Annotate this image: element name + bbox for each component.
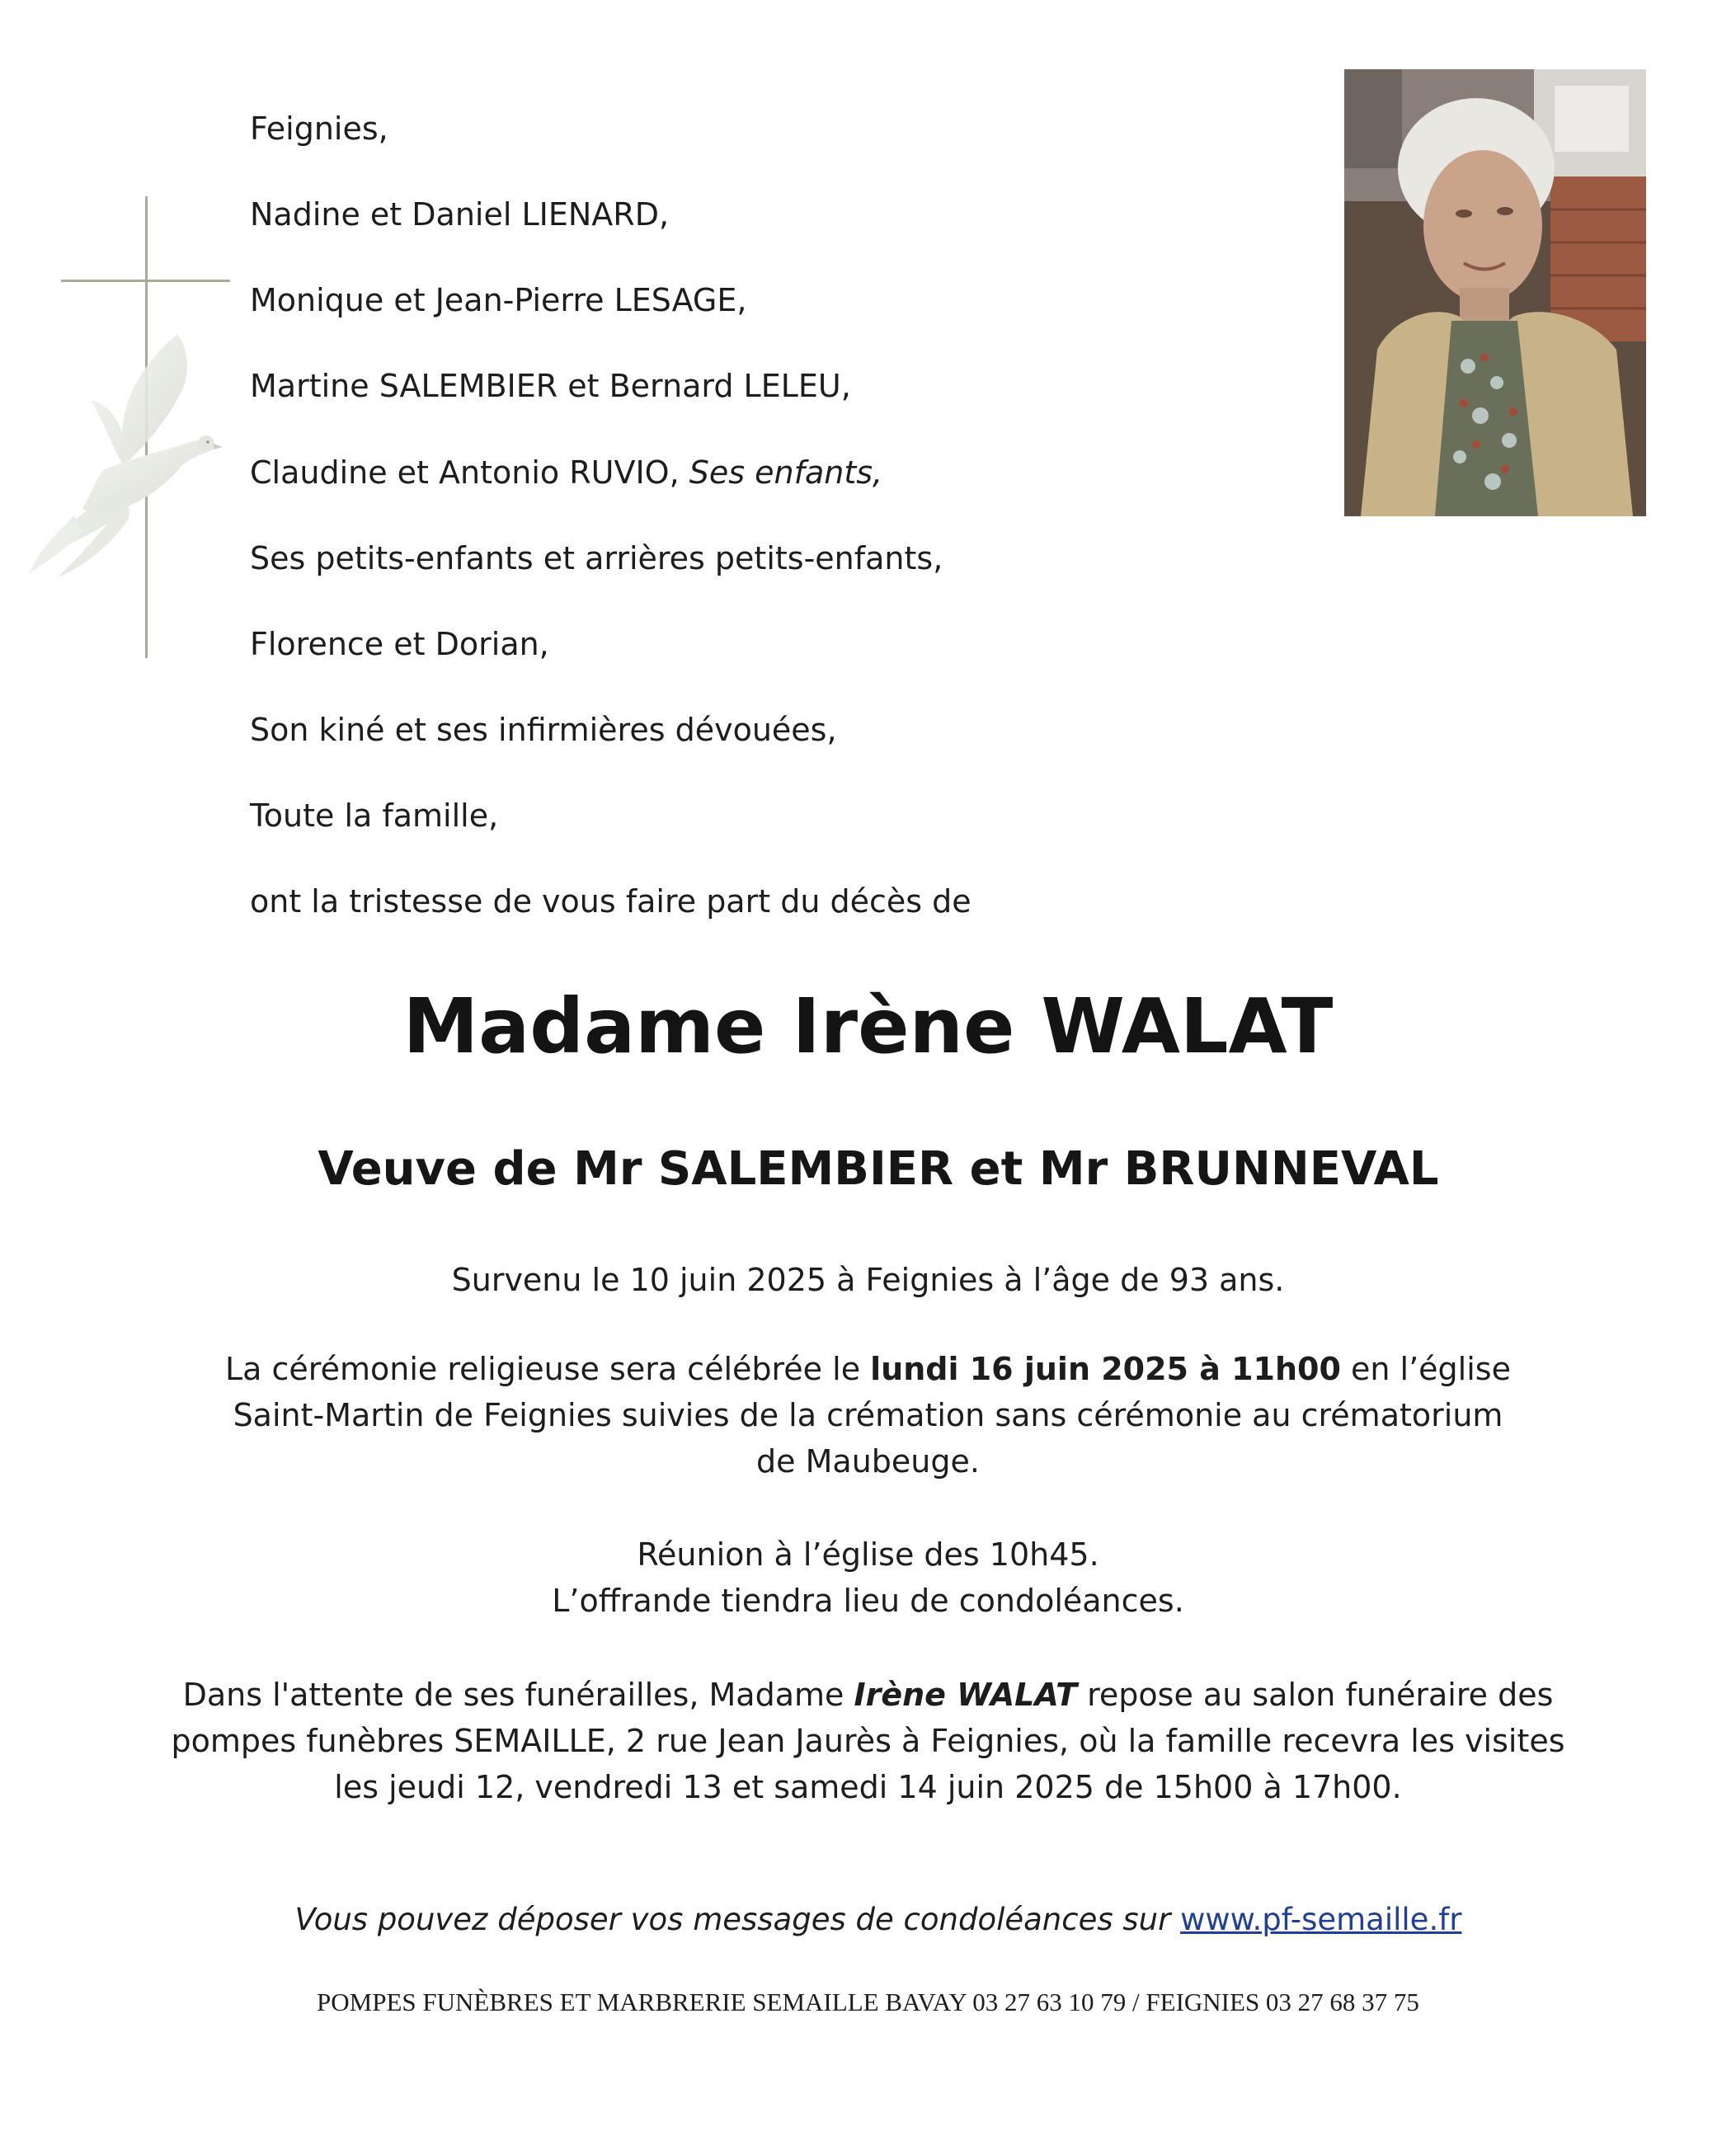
- family-line: Martine SALEMBIER et Bernard LELEU,: [250, 368, 851, 404]
- ceremony-date: lundi 16 juin 2025 à 11h00: [870, 1351, 1341, 1387]
- dove-icon: [25, 326, 256, 581]
- visits-name: Irène WALAT: [854, 1677, 1078, 1713]
- condolences-link[interactable]: www.pf-semaille.fr: [1180, 1902, 1462, 1937]
- footer-contact: POMPES FUNÈBRES ET MARBRERIE SEMAILLE BAVAY 03 27 63 10 79 / FEIGNIES 03 27 68 37 75: [317, 1988, 1419, 2016]
- ceremony-text: en l’église: [1340, 1351, 1511, 1387]
- family-line: Ses petits-enfants et arrières petits-enfants,: [250, 540, 943, 576]
- visits-block: [165, 1672, 1571, 1810]
- family-line: Feignies,: [250, 111, 388, 147]
- ceremony-text: La cérémonie religieuse sera célébrée le: [225, 1351, 871, 1387]
- death-notice: [165, 1257, 1571, 1303]
- visits-text: repose au salon funéraire des: [1077, 1677, 1554, 1713]
- widow-of-line: Veuve de Mr SALEMBIER et Mr BRUNNEVAL: [318, 1142, 1439, 1196]
- condolences-line: [0, 1899, 1736, 1941]
- visits-text: Dans l'attente de ses funérailles, Madame: [182, 1677, 854, 1713]
- portrait-photo: [1344, 69, 1646, 516]
- cross-horizontal-bar: [61, 280, 230, 282]
- condolences-text: Vous pouvez déposer vos messages de condoléances sur: [294, 1902, 1181, 1937]
- ceremony-line-1: [165, 1346, 1571, 1392]
- meeting-block: [165, 1531, 1571, 1624]
- family-line: [250, 454, 882, 492]
- family-line: Florence et Dorian,: [250, 626, 549, 662]
- visits-line-2: pompes funèbres SEMAILLE, 2 rue Jean Jaurès à Feignies, où la famille recevra les visites: [171, 1723, 1565, 1759]
- family-line-text: Claudine et Antonio RUVIO,: [250, 454, 689, 491]
- family-line-italic: Ses enfants,: [689, 454, 883, 491]
- family-line: Monique et Jean-Pierre LESAGE,: [250, 282, 747, 318]
- meeting-line-1: Réunion à l’église des 10h45.: [637, 1536, 1099, 1573]
- ceremony-line-2: Saint-Martin de Feignies suivies de la crémation sans cérémonie au crématorium: [233, 1397, 1503, 1433]
- family-line: ont la tristesse de vous faire part du décès de: [250, 883, 972, 920]
- visits-line-3: les jeudi 12, vendredi 13 et samedi 14 juin 2025 de 15h00 à 17h00.: [334, 1769, 1402, 1805]
- visits-line-1: [165, 1672, 1571, 1718]
- family-line: Son kiné et ses infirmières dévouées,: [250, 712, 837, 748]
- family-line: Nadine et Daniel LIENARD,: [250, 196, 670, 233]
- family-line: Toute la famille,: [250, 797, 499, 834]
- meeting-line-2: L’offrande tiendra lieu de condoléances.: [552, 1583, 1184, 1619]
- deceased-name: Madame Irène WALAT: [402, 982, 1334, 1070]
- death-line: Survenu le 10 juin 2025 à Feignies à l’âge de 93 ans.: [451, 1262, 1285, 1298]
- ceremony-line-3: de Maubeuge.: [756, 1443, 980, 1480]
- ceremony-block: [165, 1346, 1571, 1484]
